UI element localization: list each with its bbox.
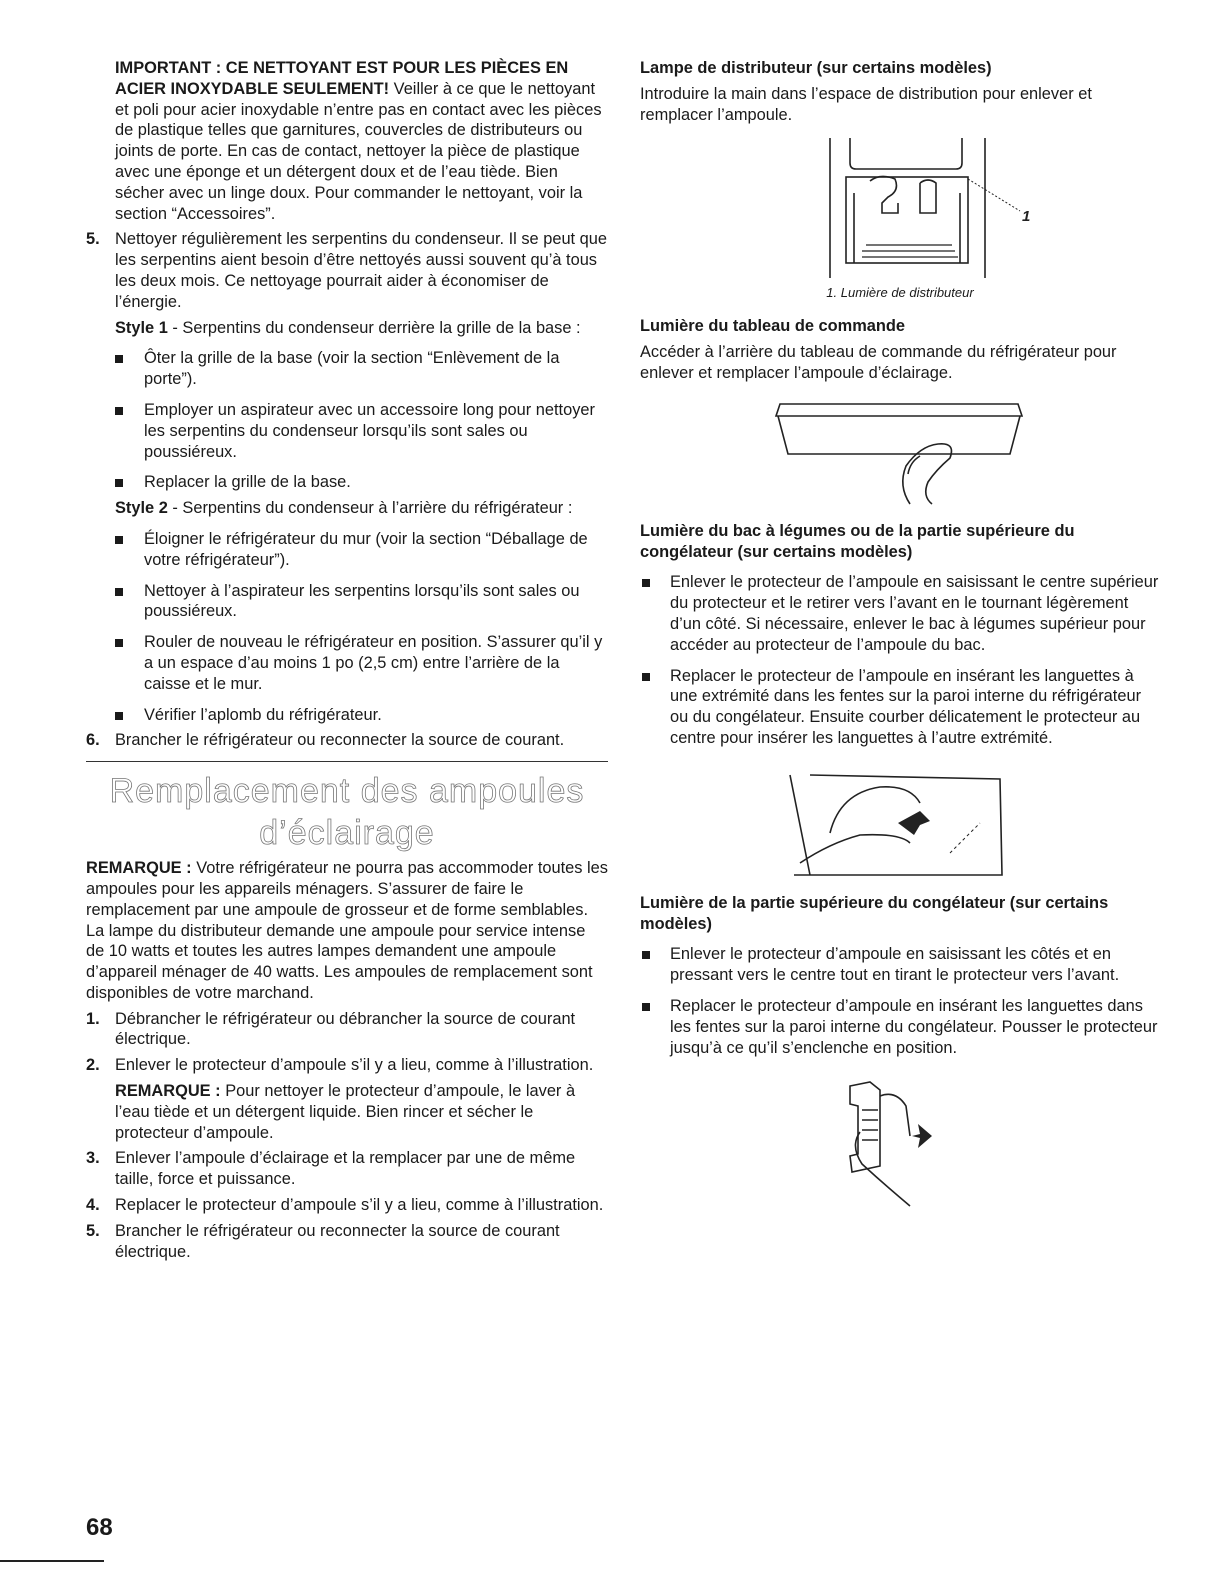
right-column — [640, 58, 1160, 1216]
step-number: 5. — [86, 230, 100, 249]
list-item: Replacer le protecteur de l’ampoule en insérant les languettes à une extrémité dans les fentes sur la paroi interne du réfrigérateur ou du congélateur. Ensuite courber délicatement le protecteur au centre pour insérer les languettes à l’autre extrémité. — [640, 666, 1160, 749]
footer-rule — [0, 1560, 104, 1562]
style-1-intro — [86, 318, 608, 339]
bullet-icon — [642, 673, 650, 681]
remarque-note-2: REMARQUE : Pour nettoyer le protecteur d’ampoule, le laver à l’eau tiède et un détergent liquide. Bien rincer et sécher le protecteur d’ampoule. — [115, 1082, 576, 1142]
figure-caption: 1. Lumière de distributeur — [826, 285, 974, 301]
heading-freezer-light: Lumière de la partie supérieure du congélateur (sur certains modèles) — [640, 893, 1109, 933]
bullet-icon — [115, 355, 123, 363]
bullet-icon — [642, 579, 650, 587]
list-item: Ôter la grille de la base (voir la section “Enlèvement de la porte”). — [86, 348, 608, 390]
remarque-note — [86, 858, 608, 1004]
style-2-label: Style 2 — [115, 499, 168, 518]
list-item: Employer un aspirateur avec un accessoire long pour nettoyer les serpentins du condenseur lorsqu’ils sont sales ou poussiéreux. — [86, 400, 608, 462]
style-1-label: Style 1 — [115, 318, 168, 337]
bullet-icon — [642, 1003, 650, 1011]
crisper-light-illustration — [770, 763, 1030, 883]
step-2: 2. Enlever le protecteur d’ampoule s’il y a lieu, comme à l’illustration. — [86, 1056, 594, 1075]
bullet-icon — [115, 639, 123, 647]
remarque-label: REMARQUE : — [115, 1082, 221, 1101]
list-item: Éloigner le réfrigérateur du mur (voir la section “Déballage de votre réfrigérateur”). — [86, 529, 608, 571]
list-item: Rouler de nouveau le réfrigérateur en position. S’assurer qu’il y a un espace d’au moins 1 po (2,5 cm) entre l’arrière de la caisse et le mur. — [86, 632, 608, 694]
heading-crisper-light: Lumière du bac à légumes ou de la partie supérieure du congélateur (sur certains modèles) — [640, 521, 1075, 561]
paragraph: Accéder à l’arrière du tableau de commande du réfrigérateur pour enlever et remplacer l’ampoule d’éclairage. — [640, 343, 1117, 382]
list-item: Replacer le protecteur d’ampoule en insérant les languettes dans les fentes sur la paroi interne du congélateur. Pousser le protecteur jusqu’à ce qu’il s’enclenche en position. — [640, 996, 1160, 1058]
bullet-icon — [115, 712, 123, 720]
bullet-icon — [115, 536, 123, 544]
style-1-text: - Serpentins du condenseur derrière la grille de la base : — [167, 318, 581, 337]
page-number: 68 — [86, 1514, 113, 1541]
bullet-icon — [115, 479, 123, 487]
style-2-intro — [86, 498, 608, 519]
list-item: Enlever le protecteur d’ampoule en saisissant les côtés et en pressant vers le centre tout en tirant le protecteur vers l’avant. — [640, 944, 1160, 986]
dispenser-light-illustration — [770, 133, 1030, 283]
step-text: Nettoyer régulièrement les serpentins du condenseur. Il se peut que les serpentins aient besoin d’être nettoyés aussi souvent qu’à tous les deux mois. Ce nettoyage pourrait aider à économiser de l’énergie. — [115, 230, 608, 311]
remarque-text: Votre réfrigérateur ne pourra pas accommoder toutes les ampoules pour les appareils ménagers. S’assurer de faire le remplacement par une ampoule de grosseur et de forme semblables. La lampe du distributeur demande une ampoule pour service intense de 10 watts et toutes les autres lampes demandent une ampoule d’appareil ménager de 40 watts. Les ampoules de remplacement sont disponibles de votre marchand. — [86, 859, 608, 1002]
paragraph: Introduire la main dans l’espace de distribution pour enlever et remplacer l’ampoule. — [640, 84, 1092, 124]
step-5 — [86, 229, 608, 312]
section-divider — [86, 761, 608, 762]
list-item: Nettoyer à l’aspirateur les serpentins lorsqu’ils sont sales ou poussiéreux. — [86, 581, 608, 623]
step-6 — [86, 730, 608, 751]
left-column — [86, 58, 608, 1262]
freezer-light-illustration — [800, 1076, 1000, 1216]
heading-dispenser-lamp: Lampe de distributeur (sur certains modèles) — [640, 59, 992, 77]
bullet-icon — [642, 951, 650, 959]
important-heading: IMPORTANT : CE NETTOYANT EST POUR LES PIÈCES EN ACIER INOXYDABLE SEULEMENT! — [115, 59, 569, 98]
bullet-icon — [115, 407, 123, 415]
list-item: Enlever le protecteur de l’ampoule en saisissant le centre supérieur du protecteur et le retirer vers l’avant en le tournant légèrement d’un côté. Si nécessaire, enlever le bac à légumes supérieur pour accéder au protecteur de l’ampoule du bac. — [640, 572, 1160, 655]
heading-control-panel: Lumière du tableau de commande — [640, 317, 906, 336]
section-title: Remplacement des ampoules d’éclairage — [109, 772, 585, 853]
step-3: 3. Enlever l’ampoule d’éclairage et la remplacer par une de même taille, force et puissance. — [86, 1149, 576, 1189]
control-panel-illustration — [760, 396, 1040, 511]
list-item: Replacer la grille de la base. — [86, 472, 608, 493]
list-item: Vérifier l’aplomb du réfrigérateur. — [86, 705, 608, 726]
remarque-label: REMARQUE : — [86, 859, 192, 878]
step-number: 6. — [86, 731, 100, 750]
bullet-icon — [115, 588, 123, 596]
step-4: 4. Replacer le protecteur d’ampoule s’il y a lieu, comme à l’illustration. — [86, 1196, 604, 1215]
style-2-text: - Serpentins du condenseur à l’arrière du réfrigérateur : — [167, 499, 573, 518]
important-text: Veiller à ce que le nettoyant et poli pour acier inoxydable n’entre pas en contact avec les pièces de plastique telles que garnitures, couvercles de distributeurs ou joints de porte. En cas de contact, nettoyer la pièce de plastique avec une éponge et un détergent doux et de l’eau tiède. Bien sécher avec un linge doux. Pour commander le nettoyant, voir la section “Accessoires”. — [115, 79, 602, 223]
step-5b: 5. Brancher le réfrigérateur ou reconnecter la source de courant électrique. — [86, 1221, 560, 1261]
step-1: 1. Débrancher le réfrigérateur ou débrancher la source de courant électrique. — [86, 1009, 576, 1049]
figure-callout: 1 — [1022, 208, 1030, 226]
step-text: Brancher le réfrigérateur ou reconnecter la source de courant. — [115, 731, 565, 750]
important-note — [86, 58, 608, 224]
